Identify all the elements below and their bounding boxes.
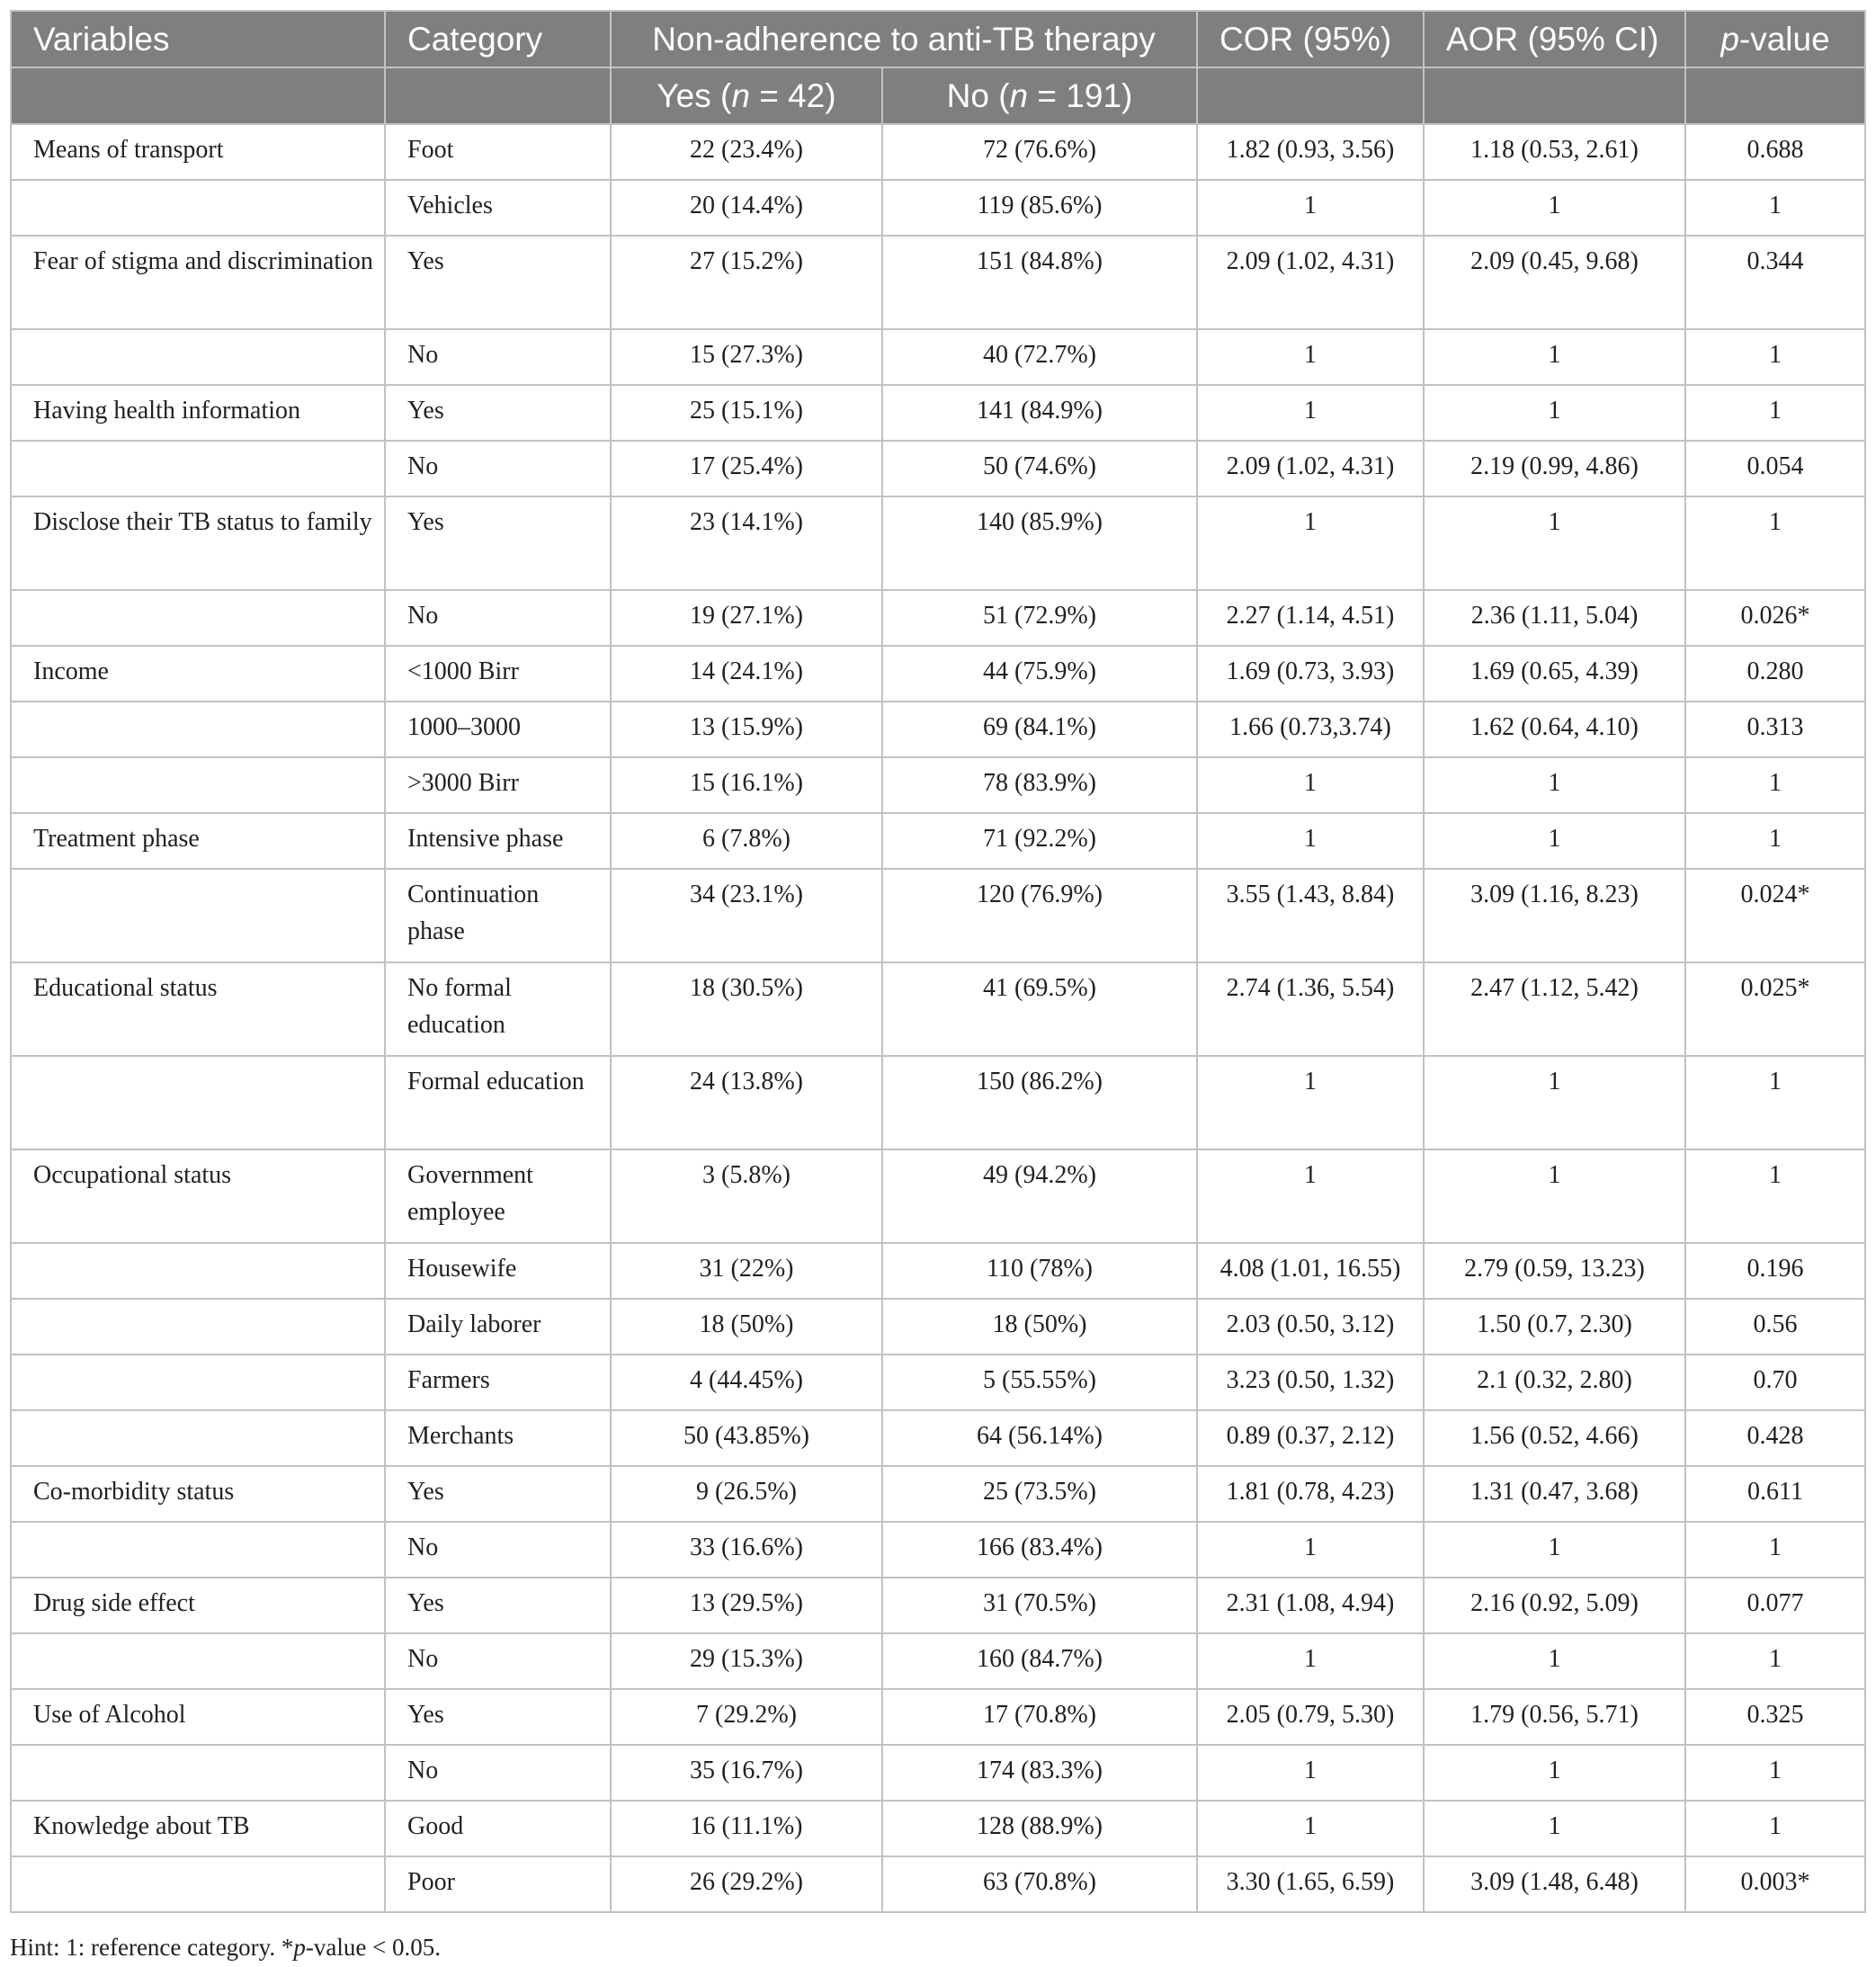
cell-no: 151 (84.8%) <box>882 236 1197 329</box>
table-row <box>11 1801 1865 1856</box>
cell-variable <box>11 1410 385 1466</box>
cell-no: 160 (84.7%) <box>882 1633 1197 1689</box>
cell-aor: 3.09 (1.16, 8.23) <box>1424 869 1685 962</box>
table-row <box>11 1410 1865 1466</box>
cell-no: 120 (76.9%) <box>882 869 1197 962</box>
cell-category: Good <box>385 1801 611 1856</box>
cell-variable <box>11 1633 385 1689</box>
cell-no: 5 (55.55%) <box>882 1355 1197 1410</box>
cell-no: 49 (94.2%) <box>882 1149 1197 1243</box>
cell-p-value: 1 <box>1685 180 1865 236</box>
table-row <box>11 236 1865 329</box>
cell-p-value: 0.280 <box>1685 646 1865 702</box>
cell-aor: 1 <box>1424 496 1685 590</box>
cell-yes: 18 (50%) <box>611 1299 882 1355</box>
cell-variable <box>11 1856 385 1912</box>
cell-variable: Disclose their TB status to family <box>11 496 385 590</box>
cell-category: Formal education <box>385 1056 611 1149</box>
header-p-value <box>1685 11 1865 67</box>
cell-cor: 1 <box>1197 1745 1424 1801</box>
cell-variable: Educational status <box>11 962 385 1056</box>
cell-category: Daily laborer <box>385 1299 611 1355</box>
table-row <box>11 1522 1865 1578</box>
cell-category: No <box>385 1522 611 1578</box>
header-yes: Yes (n = 42) <box>611 67 882 124</box>
cell-variable: Treatment phase <box>11 813 385 869</box>
cell-no: 50 (74.6%) <box>882 441 1197 496</box>
cell-category: Farmers <box>385 1355 611 1410</box>
cell-aor: 3.09 (1.48, 6.48) <box>1424 1856 1685 1912</box>
header-row-1 <box>11 11 1865 67</box>
table-body <box>11 124 1865 1912</box>
cell-p-value: 0.003* <box>1685 1856 1865 1912</box>
cell-p-value: 0.344 <box>1685 236 1865 329</box>
cell-variable <box>11 441 385 496</box>
cell-p-value: 1 <box>1685 1633 1865 1689</box>
cell-aor: 1 <box>1424 813 1685 869</box>
cell-cor: 3.23 (0.50, 1.32) <box>1197 1355 1424 1410</box>
cell-cor: 2.03 (0.50, 3.12) <box>1197 1299 1424 1355</box>
cell-aor: 2.16 (0.92, 5.09) <box>1424 1578 1685 1633</box>
cell-category: Yes <box>385 236 611 329</box>
header-non-adherence: Non-adherence to anti-TB therapy <box>611 11 1197 67</box>
table-row <box>11 1689 1865 1745</box>
cell-p-value: 0.313 <box>1685 702 1865 757</box>
table-row <box>11 757 1865 813</box>
cell-aor: 1.56 (0.52, 4.66) <box>1424 1410 1685 1466</box>
table-row <box>11 590 1865 646</box>
cell-category: No <box>385 329 611 385</box>
cell-no: 64 (56.14%) <box>882 1410 1197 1466</box>
cell-aor: 1 <box>1424 329 1685 385</box>
cell-aor: 1 <box>1424 1801 1685 1856</box>
cell-category: No formal education <box>385 962 611 1056</box>
cell-aor: 1 <box>1424 180 1685 236</box>
cell-variable: Co-morbidity status <box>11 1466 385 1522</box>
cell-cor: 1 <box>1197 1801 1424 1856</box>
cell-category: Yes <box>385 385 611 441</box>
cell-category: No <box>385 441 611 496</box>
cell-cor: 1 <box>1197 329 1424 385</box>
header-cor: COR (95%) <box>1197 11 1424 67</box>
header-category: Category <box>385 11 611 67</box>
cell-category: Yes <box>385 1689 611 1745</box>
table-row <box>11 813 1865 869</box>
table-row <box>11 124 1865 180</box>
cell-yes: 16 (11.1%) <box>611 1801 882 1856</box>
cell-yes: 35 (16.7%) <box>611 1745 882 1801</box>
cell-variable <box>11 757 385 813</box>
cell-yes: 31 (22%) <box>611 1243 882 1299</box>
table-row <box>11 646 1865 702</box>
cell-cor: 1 <box>1197 385 1424 441</box>
cell-variable: Having health information <box>11 385 385 441</box>
cell-p-value: 1 <box>1685 385 1865 441</box>
cell-variable <box>11 590 385 646</box>
cell-no: 150 (86.2%) <box>882 1056 1197 1149</box>
cell-aor: 2.19 (0.99, 4.86) <box>1424 441 1685 496</box>
table-row <box>11 441 1865 496</box>
cell-p-value: 1 <box>1685 1056 1865 1149</box>
table-row <box>11 1299 1865 1355</box>
cell-yes: 18 (30.5%) <box>611 962 882 1056</box>
header-variables: Variables <box>11 11 385 67</box>
cell-aor: 1 <box>1424 1149 1685 1243</box>
cell-category: Yes <box>385 1578 611 1633</box>
header-row-2 <box>11 67 1865 124</box>
cell-cor: 1 <box>1197 1149 1424 1243</box>
cell-no: 41 (69.5%) <box>882 962 1197 1056</box>
cell-no: 72 (76.6%) <box>882 124 1197 180</box>
cell-category: Merchants <box>385 1410 611 1466</box>
cell-cor: 1.81 (0.78, 4.23) <box>1197 1466 1424 1522</box>
cell-category: No <box>385 1633 611 1689</box>
cell-yes: 23 (14.1%) <box>611 496 882 590</box>
header-p-suffix: -value <box>1738 21 1830 58</box>
cell-no: 69 (84.1%) <box>882 702 1197 757</box>
cell-p-value: 0.054 <box>1685 441 1865 496</box>
table-row <box>11 180 1865 236</box>
table-row <box>11 1243 1865 1299</box>
cell-category: Housewife <box>385 1243 611 1299</box>
table-row <box>11 1466 1865 1522</box>
cell-p-value: 0.611 <box>1685 1466 1865 1522</box>
cell-variable <box>11 1299 385 1355</box>
cell-p-value: 0.196 <box>1685 1243 1865 1299</box>
header-no: No (n = 191) <box>882 67 1197 124</box>
cell-variable: Means of transport <box>11 124 385 180</box>
cell-aor: 2.79 (0.59, 13.23) <box>1424 1243 1685 1299</box>
cell-yes: 17 (25.4%) <box>611 441 882 496</box>
cell-category: Intensive phase <box>385 813 611 869</box>
cell-yes: 7 (29.2%) <box>611 1689 882 1745</box>
cell-aor: 1 <box>1424 1056 1685 1149</box>
cell-variable <box>11 1355 385 1410</box>
header-empty-3 <box>1197 67 1424 124</box>
cell-cor: 2.05 (0.79, 5.30) <box>1197 1689 1424 1745</box>
cell-category: Poor <box>385 1856 611 1912</box>
cell-yes: 22 (23.4%) <box>611 124 882 180</box>
cell-p-value: 1 <box>1685 1745 1865 1801</box>
cell-p-value: 1 <box>1685 757 1865 813</box>
table-row <box>11 1355 1865 1410</box>
cell-aor: 2.47 (1.12, 5.42) <box>1424 962 1685 1056</box>
cell-no: 71 (92.2%) <box>882 813 1197 869</box>
table-row <box>11 1633 1865 1689</box>
cell-yes: 34 (23.1%) <box>611 869 882 962</box>
cell-yes: 9 (26.5%) <box>611 1466 882 1522</box>
cell-no: 174 (83.3%) <box>882 1745 1197 1801</box>
cell-aor: 1 <box>1424 1522 1685 1578</box>
table-row <box>11 1149 1865 1243</box>
header-empty-1 <box>11 67 385 124</box>
table-row <box>11 1745 1865 1801</box>
cell-cor: 1.82 (0.93, 3.56) <box>1197 124 1424 180</box>
cell-no: 40 (72.7%) <box>882 329 1197 385</box>
cell-yes: 4 (44.45%) <box>611 1355 882 1410</box>
cell-p-value: 1 <box>1685 813 1865 869</box>
table-row <box>11 385 1865 441</box>
header-p-italic: p <box>1720 21 1739 58</box>
cell-category: Vehicles <box>385 180 611 236</box>
cell-category: >3000 Birr <box>385 757 611 813</box>
cell-aor: 1 <box>1424 1633 1685 1689</box>
table-row <box>11 1578 1865 1633</box>
cell-cor: 1 <box>1197 1633 1424 1689</box>
cell-yes: 24 (13.8%) <box>611 1056 882 1149</box>
header-empty-2 <box>385 67 611 124</box>
cell-no: 166 (83.4%) <box>882 1522 1197 1578</box>
cell-aor: 2.1 (0.32, 2.80) <box>1424 1355 1685 1410</box>
cell-no: 25 (73.5%) <box>882 1466 1197 1522</box>
cell-variable <box>11 329 385 385</box>
cell-p-value: 0.325 <box>1685 1689 1865 1745</box>
cell-p-value: 1 <box>1685 329 1865 385</box>
cell-p-value: 1 <box>1685 1801 1865 1856</box>
cell-aor: 1 <box>1424 1745 1685 1801</box>
cell-p-value: 0.56 <box>1685 1299 1865 1355</box>
cell-p-value: 0.70 <box>1685 1355 1865 1410</box>
cell-variable: Drug side effect <box>11 1578 385 1633</box>
cell-variable <box>11 869 385 962</box>
cell-cor: 1 <box>1197 757 1424 813</box>
table-row <box>11 1056 1865 1149</box>
cell-cor: 1 <box>1197 1522 1424 1578</box>
cell-aor: 1.50 (0.7, 2.30) <box>1424 1299 1685 1355</box>
footnote: Hint: 1: reference category. *p-value < 0.05. <box>10 1934 442 1961</box>
cell-yes: 15 (16.1%) <box>611 757 882 813</box>
cell-p-value: 1 <box>1685 496 1865 590</box>
cell-aor: 1 <box>1424 385 1685 441</box>
cell-variable <box>11 1243 385 1299</box>
cell-no: 63 (70.8%) <box>882 1856 1197 1912</box>
cell-no: 17 (70.8%) <box>882 1689 1197 1745</box>
cell-yes: 27 (15.2%) <box>611 236 882 329</box>
table-row <box>11 869 1865 962</box>
header-aor: AOR (95% CI) <box>1424 11 1685 67</box>
cell-no: 119 (85.6%) <box>882 180 1197 236</box>
cell-category: No <box>385 590 611 646</box>
cell-cor: 1 <box>1197 496 1424 590</box>
cell-category: <1000 Birr <box>385 646 611 702</box>
cell-category: Yes <box>385 496 611 590</box>
cell-yes: 29 (15.3%) <box>611 1633 882 1689</box>
cell-no: 141 (84.9%) <box>882 385 1197 441</box>
cell-variable: Fear of stigma and discrimination <box>11 236 385 329</box>
cell-yes: 6 (7.8%) <box>611 813 882 869</box>
cell-cor: 2.09 (1.02, 4.31) <box>1197 236 1424 329</box>
cell-p-value: 0.077 <box>1685 1578 1865 1633</box>
cell-cor: 1.66 (0.73,3.74) <box>1197 702 1424 757</box>
cell-yes: 3 (5.8%) <box>611 1149 882 1243</box>
cell-variable: Knowledge about TB <box>11 1801 385 1856</box>
cell-cor: 2.09 (1.02, 4.31) <box>1197 441 1424 496</box>
cell-no: 78 (83.9%) <box>882 757 1197 813</box>
cell-no: 51 (72.9%) <box>882 590 1197 646</box>
cell-p-value: 0.026* <box>1685 590 1865 646</box>
cell-p-value: 1 <box>1685 1149 1865 1243</box>
cell-cor: 2.31 (1.08, 4.94) <box>1197 1578 1424 1633</box>
cell-p-value: 0.428 <box>1685 1410 1865 1466</box>
cell-variable: Income <box>11 646 385 702</box>
cell-p-value: 1 <box>1685 1522 1865 1578</box>
cell-no: 44 (75.9%) <box>882 646 1197 702</box>
table-header <box>11 11 1865 124</box>
cell-variable: Occupational status <box>11 1149 385 1243</box>
cell-aor: 1.79 (0.56, 5.71) <box>1424 1689 1685 1745</box>
results-table <box>10 10 1866 1913</box>
cell-aor: 1.18 (0.53, 2.61) <box>1424 124 1685 180</box>
cell-yes: 20 (14.4%) <box>611 180 882 236</box>
cell-aor: 1.69 (0.65, 4.39) <box>1424 646 1685 702</box>
cell-no: 18 (50%) <box>882 1299 1197 1355</box>
cell-aor: 1.31 (0.47, 3.68) <box>1424 1466 1685 1522</box>
cell-cor: 2.74 (1.36, 5.54) <box>1197 962 1424 1056</box>
cell-cor: 1 <box>1197 180 1424 236</box>
cell-category: 1000–3000 <box>385 702 611 757</box>
cell-cor: 1 <box>1197 1056 1424 1149</box>
cell-variable <box>11 180 385 236</box>
cell-category: Yes <box>385 1466 611 1522</box>
cell-variable <box>11 1056 385 1149</box>
cell-yes: 19 (27.1%) <box>611 590 882 646</box>
cell-cor: 1.69 (0.73, 3.93) <box>1197 646 1424 702</box>
cell-cor: 4.08 (1.01, 16.55) <box>1197 1243 1424 1299</box>
header-empty-4 <box>1424 67 1685 124</box>
cell-no: 140 (85.9%) <box>882 496 1197 590</box>
cell-aor: 1.62 (0.64, 4.10) <box>1424 702 1685 757</box>
table-row <box>11 329 1865 385</box>
cell-yes: 15 (27.3%) <box>611 329 882 385</box>
cell-category: No <box>385 1745 611 1801</box>
cell-cor: 2.27 (1.14, 4.51) <box>1197 590 1424 646</box>
cell-yes: 14 (24.1%) <box>611 646 882 702</box>
table-row <box>11 496 1865 590</box>
header-empty-5 <box>1685 67 1865 124</box>
cell-category: Continuation phase <box>385 869 611 962</box>
cell-p-value: 0.025* <box>1685 962 1865 1056</box>
cell-yes: 25 (15.1%) <box>611 385 882 441</box>
cell-variable <box>11 1522 385 1578</box>
cell-yes: 50 (43.85%) <box>611 1410 882 1466</box>
cell-yes: 26 (29.2%) <box>611 1856 882 1912</box>
cell-category: Government employee <box>385 1149 611 1243</box>
cell-yes: 13 (29.5%) <box>611 1578 882 1633</box>
cell-no: 128 (88.9%) <box>882 1801 1197 1856</box>
cell-aor: 2.36 (1.11, 5.04) <box>1424 590 1685 646</box>
cell-yes: 13 (15.9%) <box>611 702 882 757</box>
table-row <box>11 1856 1865 1912</box>
cell-aor: 2.09 (0.45, 9.68) <box>1424 236 1685 329</box>
cell-cor: 3.30 (1.65, 6.59) <box>1197 1856 1424 1912</box>
cell-p-value: 0.688 <box>1685 124 1865 180</box>
cell-variable: Use of Alcohol <box>11 1689 385 1745</box>
cell-cor: 3.55 (1.43, 8.84) <box>1197 869 1424 962</box>
cell-no: 110 (78%) <box>882 1243 1197 1299</box>
cell-cor: 1 <box>1197 813 1424 869</box>
cell-category: Foot <box>385 124 611 180</box>
cell-yes: 33 (16.6%) <box>611 1522 882 1578</box>
cell-p-value: 0.024* <box>1685 869 1865 962</box>
cell-variable <box>11 1745 385 1801</box>
cell-cor: 0.89 (0.37, 2.12) <box>1197 1410 1424 1466</box>
cell-aor: 1 <box>1424 757 1685 813</box>
table-row <box>11 702 1865 757</box>
cell-variable <box>11 702 385 757</box>
table-row <box>11 962 1865 1056</box>
cell-no: 31 (70.5%) <box>882 1578 1197 1633</box>
